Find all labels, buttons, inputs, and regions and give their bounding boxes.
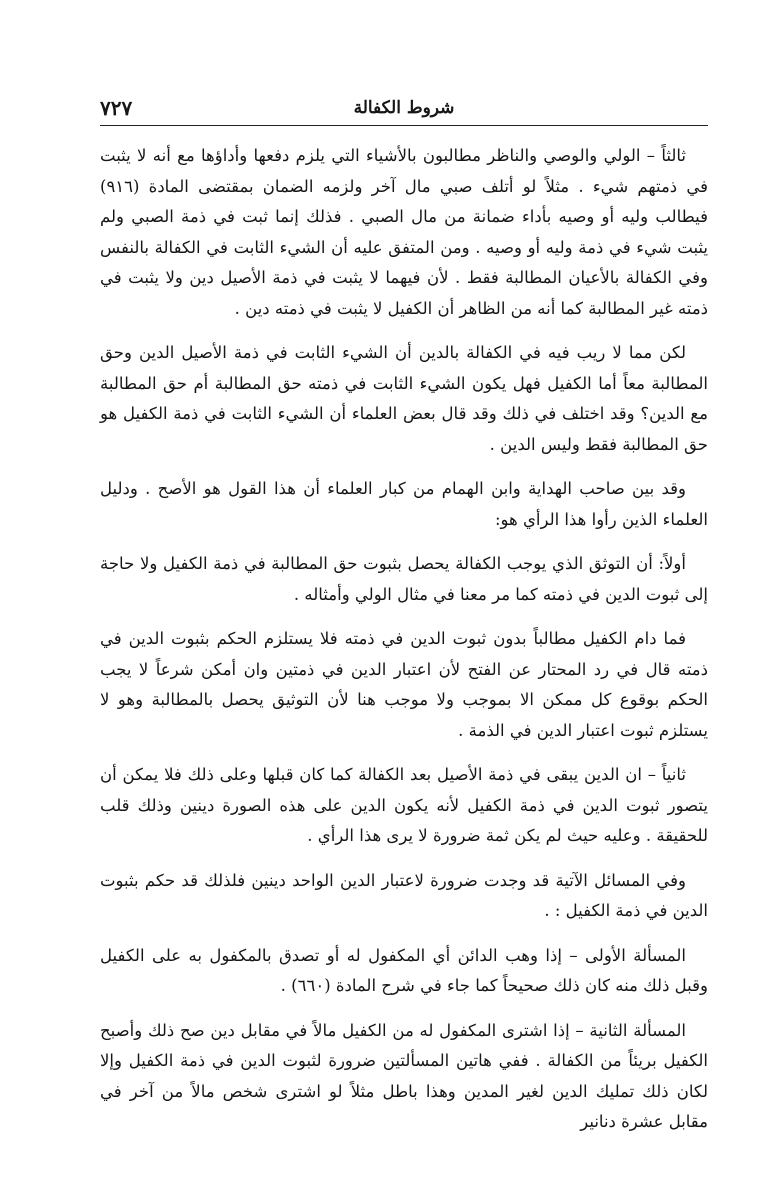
paragraph: وقد بين صاحب الهداية وابن الهمام من كبار العلماء أن هذا القول هو الأصح . ودليل العلماء الذين رأوا هذا الرأي هو: [100,479,708,529]
paragraph: ثالثاً – الولي والوصي والناظر مطالبون بالأشياء التي يلزم دفعها وأداؤها مع أنه لا يثبت في ذمتهم شيء . مثلاً لو أتلف صبي مال آخر ولزمه الضمان بمقتضى المادة (٩١٦) فيطالب وليه أو وصيه بأداء ضمانة من مال الصبي . فذلك إنما ثبت في ذمة الصبي ولم يثبت شيء في ذمة وليه أو وصيه . ومن المتفق عليه أن الشيء الثابت في الكفالة بالنفس وفي الكفالة بالأعيان المطالبة فقط . لأن فيهما لا يثبت في ذمة الأصيل دين ولا يثبت في ذمته غير المطالبة كما أنه من الظاهر أن الكفيل لا يثبت في ذمته دين . [100,146,708,318]
running-title: شروط الكفالة [353,98,455,118]
paragraph: المسألة الثانية – إذا اشترى المكفول له من الكفيل مالاً في مقابل دين صح ذلك وأصبح الكفيل بريئاً من الكفالة . ففي هاتين المسألتين ضرورة لثبوت الدين في ذمة الكفيل وإلا لكان ذلك تمليك الدين لغير المدين وهذا باطل مثلاً لو اشترى شخص مالاً من آخر في مقابل عشرة دنانير [100,1020,708,1131]
page-number: ٧٢٧ [100,96,133,120]
paragraph: ثانياً – ان الدين يبقى في ذمة الأصيل بعد الكفالة كما كان قبلها وعلى ذلك فلا يمكن أن يتصور ثبوت الدين في ذمة الكفيل لأنه يكون الدين على هذه الصورة دينين وذلك قلب للحقيقة . وعليه حيث لم يكن ثمة ضرورة لا يرى هذا الرأي . [100,765,708,845]
paragraph: فما دام الكفيل مطالباً بدون ثبوت الدين في ذمته فلا يستلزم الحكم بثبوت الدين في ذمته قال في رد المحتار عن الفتح لأن اعتبار الدين في ذمتين وان أمكن شرعاً لا يجب الحكم بوقوع كل ممكن الا بموجب ولا موجب هنا لأن التوثيق يحصل بالمطالبة وهو لا يستلزم ثبوت اعتبار الدين في الذمة . [100,629,708,740]
page-header [100,92,708,126]
paragraph: أولاً: أن التوثق الذي يوجب الكفالة يحصل بثبوت حق المطالبة في ذمة الكفيل ولا حاجة إلى ثبوت الدين في ذمته كما مر معنا في مثال الولي وأمثاله . [100,554,708,604]
paragraph: لكن مما لا ريب فيه في الكفالة بالدين أن الشيء الثابت في ذمة الأصيل الدين وحق المطالبة معاً أما الكفيل فهل يكون الشيء الثابت في ذمته حق المطالبة أم حق المطالبة مع الدين؟ وقد اختلف في ذلك وقد قال بعض العلماء أن الشيء الثابت في ذمة الكفيل هو حق المطالبة فقط وليس الدين . [100,343,708,454]
page-body [100,141,708,1152]
header-divider [100,125,708,126]
paragraph: وفي المسائل الآتية قد وجدت ضرورة لاعتبار الدين الواحد دينين فلذلك قد حكم بثبوت الدين في ذمة الكفيل : . [100,870,708,920]
paragraph: المسألة الأولى – إذا وهب الدائن أي المكفول له أو تصدق بالمكفول به على الكفيل وقبل ذلك منه كان ذلك صحيحاً كما جاء في شرح المادة (٦٦٠) . [100,945,708,995]
